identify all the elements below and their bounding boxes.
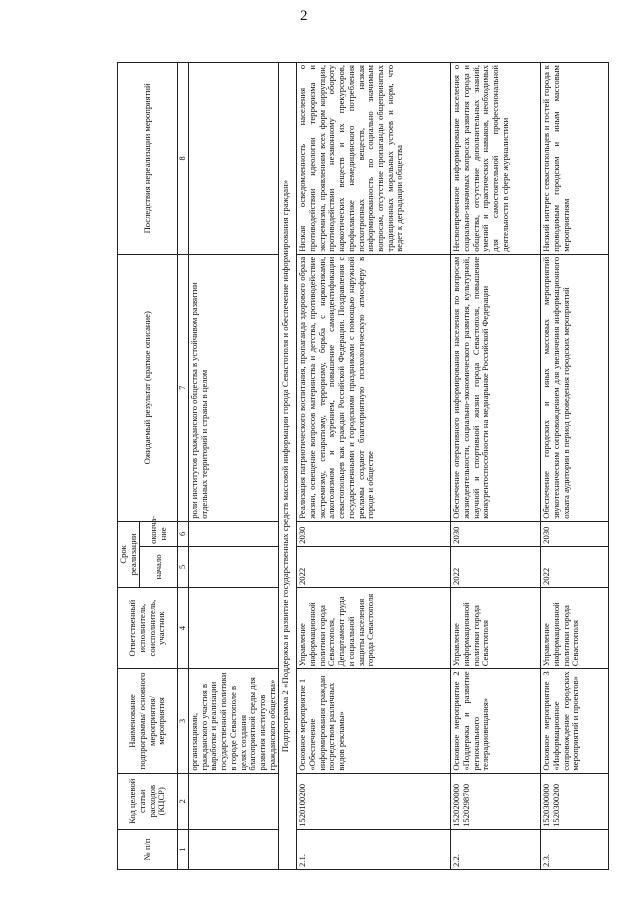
table-row <box>451 63 541 870</box>
page-number: 2 <box>300 8 308 24</box>
row-start: 2022 <box>451 546 541 587</box>
header-period: Срок реализации <box>118 521 140 587</box>
row-result: Обеспечение оперативного информирования населения по вопросам жизнедеятельности, социально-экономического развития, культурной, научной и спортивной жизни города Севастополя, повышение конкурентоспособности на медиарынке Российской Федерации <box>451 254 541 521</box>
continuation-result: роли институтов гражданского общества в устойчивом развитии отдельных территорий и страны в целом <box>189 254 279 521</box>
row-start: 2022 <box>297 546 451 587</box>
col-number: 6 <box>178 521 189 546</box>
col-number: 3 <box>178 669 189 773</box>
continuation-name: организациями, гражданского участия в выработке и реализации государственной политики в городе Севастополе в целях создания благоприятной среды для развития институтов гражданского общества» <box>189 669 279 773</box>
row-result: Реализация патриотического воспитания, пропаганда здорового образа жизни, освещение вопросов материнства и детства, противодействие экстремизму, сепаратизму, терроризму, борьба с наркотиками, алкоголизмом и курением, повышение самоидентификации севастопольцев как граждан Российской Федерации. Поздравления с государственными и городскими праздниками с помощью наружной рекламы создают благоприятную психологическую атмосферу в городе и обществе <box>297 254 451 521</box>
row-start: 2022 <box>541 546 609 587</box>
section-title: Подпрограмма 2 «Поддержка и развитие государственных средств массовой информации города Севастополя и обеспечение информирования граждан» <box>279 63 297 870</box>
col-number: 2 <box>178 773 189 829</box>
row-name: Основное мероприятие 3 «Информационное сопровождение городских мероприятий и проектов» <box>541 669 609 773</box>
table-row <box>541 63 609 870</box>
row-result: Обеспечение городских и иных массовых мероприятий звукотехническим сопровождением для увеличения информационного охвата аудитории в период проведения городских мероприятий <box>541 254 609 521</box>
row-no: 2.2. <box>451 829 541 869</box>
row-no: 2.3. <box>541 829 609 869</box>
row-end: 2030 <box>451 521 541 546</box>
row-executor: Управление информационной политики города Севастополя, Департамент труда и социальной защиты населения города Севастополя <box>297 587 451 668</box>
row-name: Основное мероприятие 1 «Обеспечение информирования граждан посредством различных видов рекламы» <box>297 669 451 773</box>
row-end: 2030 <box>541 521 609 546</box>
col-number: 5 <box>178 546 189 587</box>
row-consequences: Низкий интерес севастопольцев и гостей города к проводимым городским и иным массовым мероприятиям <box>541 63 609 255</box>
header-name: Наименование подпрограммы/ основного мероприятия/ мероприятия <box>118 669 178 773</box>
table-row <box>297 63 451 870</box>
row-executor: Управление информационной политики города Севастополя <box>451 587 541 668</box>
header-kcsr: Код целевой статьи расходов (КЦСР) <box>118 773 178 829</box>
col-number: 1 <box>178 829 189 869</box>
row-consequences: Несвоевременное информирование населения о социально-значимых вопросах развития города и общества, отсутствие дополнительных знаний, умений и практических навыков, необходимых для самостоятельной профессиональной деятельности в сфере журналистики <box>451 63 541 255</box>
program-table <box>117 62 609 870</box>
row-kcsr: 1520100200 <box>297 773 451 829</box>
col-number: 4 <box>178 587 189 668</box>
continuation-row <box>189 63 279 870</box>
row-consequences: Низкая осведомленность населения о противодействии идеологии терроризма и экстремизма, проявлениям всех форм коррупции, противодействии незаконному обороту наркотических веществ и их прекурсоров, профилактике немедицинского потребления психотропных веществ, низкая информированность по социально значимым вопросам, отсутствие пропаганды общепринятых традиционных моральных устоев и норм, что ведет к деградации общества <box>297 63 451 255</box>
row-no: 2.1. <box>297 829 451 869</box>
row-executor: Управление информационной политики города Севастополя <box>541 587 609 668</box>
row-kcsr: 1520300000 1520300200 <box>541 773 609 829</box>
header-result: Ожидаемый результат (краткое описание) <box>118 254 178 521</box>
header-end: оконча-ние <box>140 521 178 546</box>
col-number: 7 <box>178 254 189 521</box>
header-executor: Ответственный исполнитель, соисполнитель, участник <box>118 587 178 668</box>
header-start: начало <box>140 546 178 587</box>
row-name: Основное мероприятие 2 «Поддержка и развитие регионального телерадиовещания» <box>451 669 541 773</box>
rotated-table-container <box>117 62 589 870</box>
row-kcsr: 1520200000 1520298700 <box>451 773 541 829</box>
header-consequences: Последствия нереализации мероприятий <box>118 63 178 255</box>
row-end: 2030 <box>297 521 451 546</box>
header-no: № п/п <box>118 829 178 869</box>
col-number: 8 <box>178 63 189 255</box>
